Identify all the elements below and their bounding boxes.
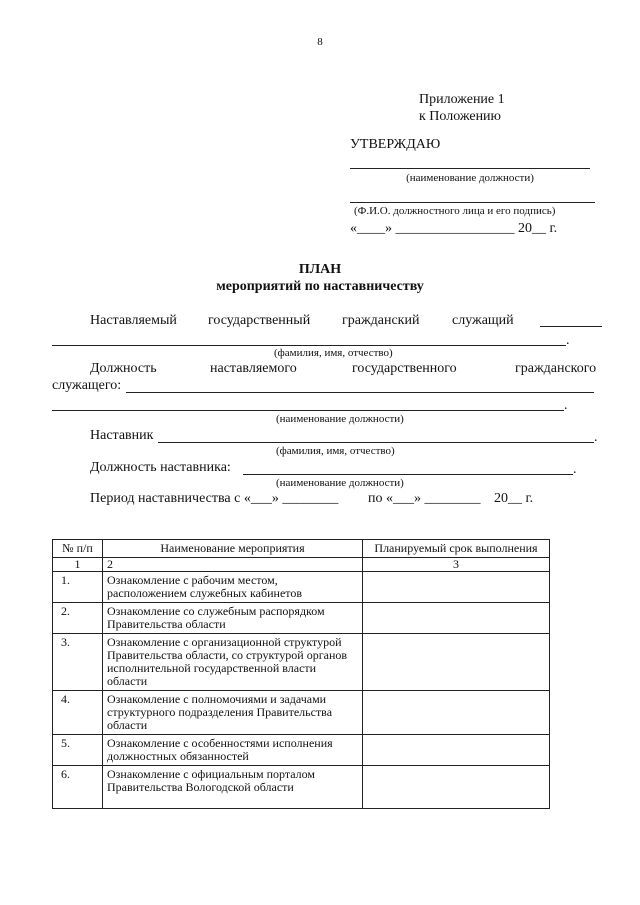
plan-subtitle: мероприятий по наставничеству [216, 279, 424, 294]
row-name: Ознакомление с официальным порталом Правительства Вологодской области [103, 766, 363, 809]
index-2: 2 [103, 558, 363, 572]
period-year: 20__ г. [494, 491, 534, 506]
header-term: Планируемый срок выполнения [363, 540, 550, 558]
mentee-pos-word-5: служащего: [52, 378, 122, 393]
row-num: 3. [53, 634, 103, 691]
period-start: Период наставничества с «___» ________ [90, 491, 339, 506]
table-row [53, 634, 550, 691]
row-num: 1. [53, 572, 103, 603]
row-name: Ознакомление с полномочиями и задачами структурного подразделения Правительства области [103, 691, 363, 735]
row-name: Ознакомление с особенностями исполнения должностных обязанностей [103, 735, 363, 766]
period-dot: . [564, 398, 568, 413]
appendix-line-2: к Положению [419, 109, 502, 124]
header-name: Наименование мероприятия [103, 540, 363, 558]
table-index-row [53, 558, 550, 572]
row-term [363, 572, 550, 603]
mentee-pos-line-b [52, 410, 564, 411]
mentor-pos-line [243, 474, 573, 475]
row-name: Ознакомление с рабочим местом, расположением служебных кабинетов [103, 572, 363, 603]
table-row [53, 572, 550, 603]
approve-date: «____» _________________ 20__ г. [350, 221, 558, 236]
position-caption: (наименование должности) [406, 172, 534, 184]
mentee-pos-caption: (наименование должности) [276, 413, 404, 425]
mentee-name-caption: (фамилия, имя, отчество) [274, 347, 393, 359]
position-line [350, 168, 590, 169]
header-num: № п/п [53, 540, 103, 558]
mentee-pos-line-a [126, 392, 594, 393]
row-term [363, 603, 550, 634]
mentee-name-line-a [540, 326, 602, 327]
row-term [363, 691, 550, 735]
row-num: 6. [53, 766, 103, 809]
appendix-line-1: Приложение 1 [419, 92, 505, 107]
table-row [53, 735, 550, 766]
period-dot: . [594, 430, 598, 445]
period-dot: . [566, 333, 570, 348]
table-row [53, 603, 550, 634]
row-term [363, 735, 550, 766]
row-name: Ознакомление с организационной структурой Правительства области, со структурой органов исполнительной государственной власти области [103, 634, 363, 691]
signature-line [350, 202, 595, 203]
mentor-pos-caption: (наименование должности) [276, 477, 404, 489]
mentee-pos-word-2: наставляемого [210, 361, 297, 376]
approve-title: УТВЕРЖДАЮ [350, 137, 441, 152]
row-num: 4. [53, 691, 103, 735]
period-dot: . [573, 462, 577, 477]
table-header-row [53, 540, 550, 558]
page-number: 8 [317, 36, 323, 48]
signature-caption: (Ф.И.О. должностного лица и его подпись) [354, 205, 556, 217]
row-num: 2. [53, 603, 103, 634]
period-end: по «___» ________ [368, 491, 481, 506]
row-num: 5. [53, 735, 103, 766]
plan-title: ПЛАН [298, 262, 342, 277]
index-1: 1 [53, 558, 103, 572]
activities-table [52, 539, 550, 809]
row-name: Ознакомление со служебным распорядком Правительства области [103, 603, 363, 634]
mentee-name-line-b [52, 345, 566, 346]
row-term [363, 634, 550, 691]
mentee-pos-word-1: Должность [90, 361, 157, 376]
mentor-name-line [158, 442, 594, 443]
mentor-label: Наставник [90, 428, 154, 443]
row-term [363, 766, 550, 809]
mentee-pos-word-3: государственного [352, 361, 457, 376]
table-row [53, 691, 550, 735]
mentee-word-1: Наставляемый [90, 313, 177, 328]
mentee-word-4: служащий [452, 313, 514, 328]
mentor-pos-label: Должность наставника: [90, 460, 231, 475]
mentee-word-3: гражданский [342, 313, 420, 328]
index-3: 3 [363, 558, 550, 572]
mentor-name-caption: (фамилия, имя, отчество) [276, 445, 395, 457]
mentee-word-2: государственный [208, 313, 311, 328]
table-row [53, 766, 550, 809]
mentee-pos-word-4: гражданского [515, 361, 597, 376]
